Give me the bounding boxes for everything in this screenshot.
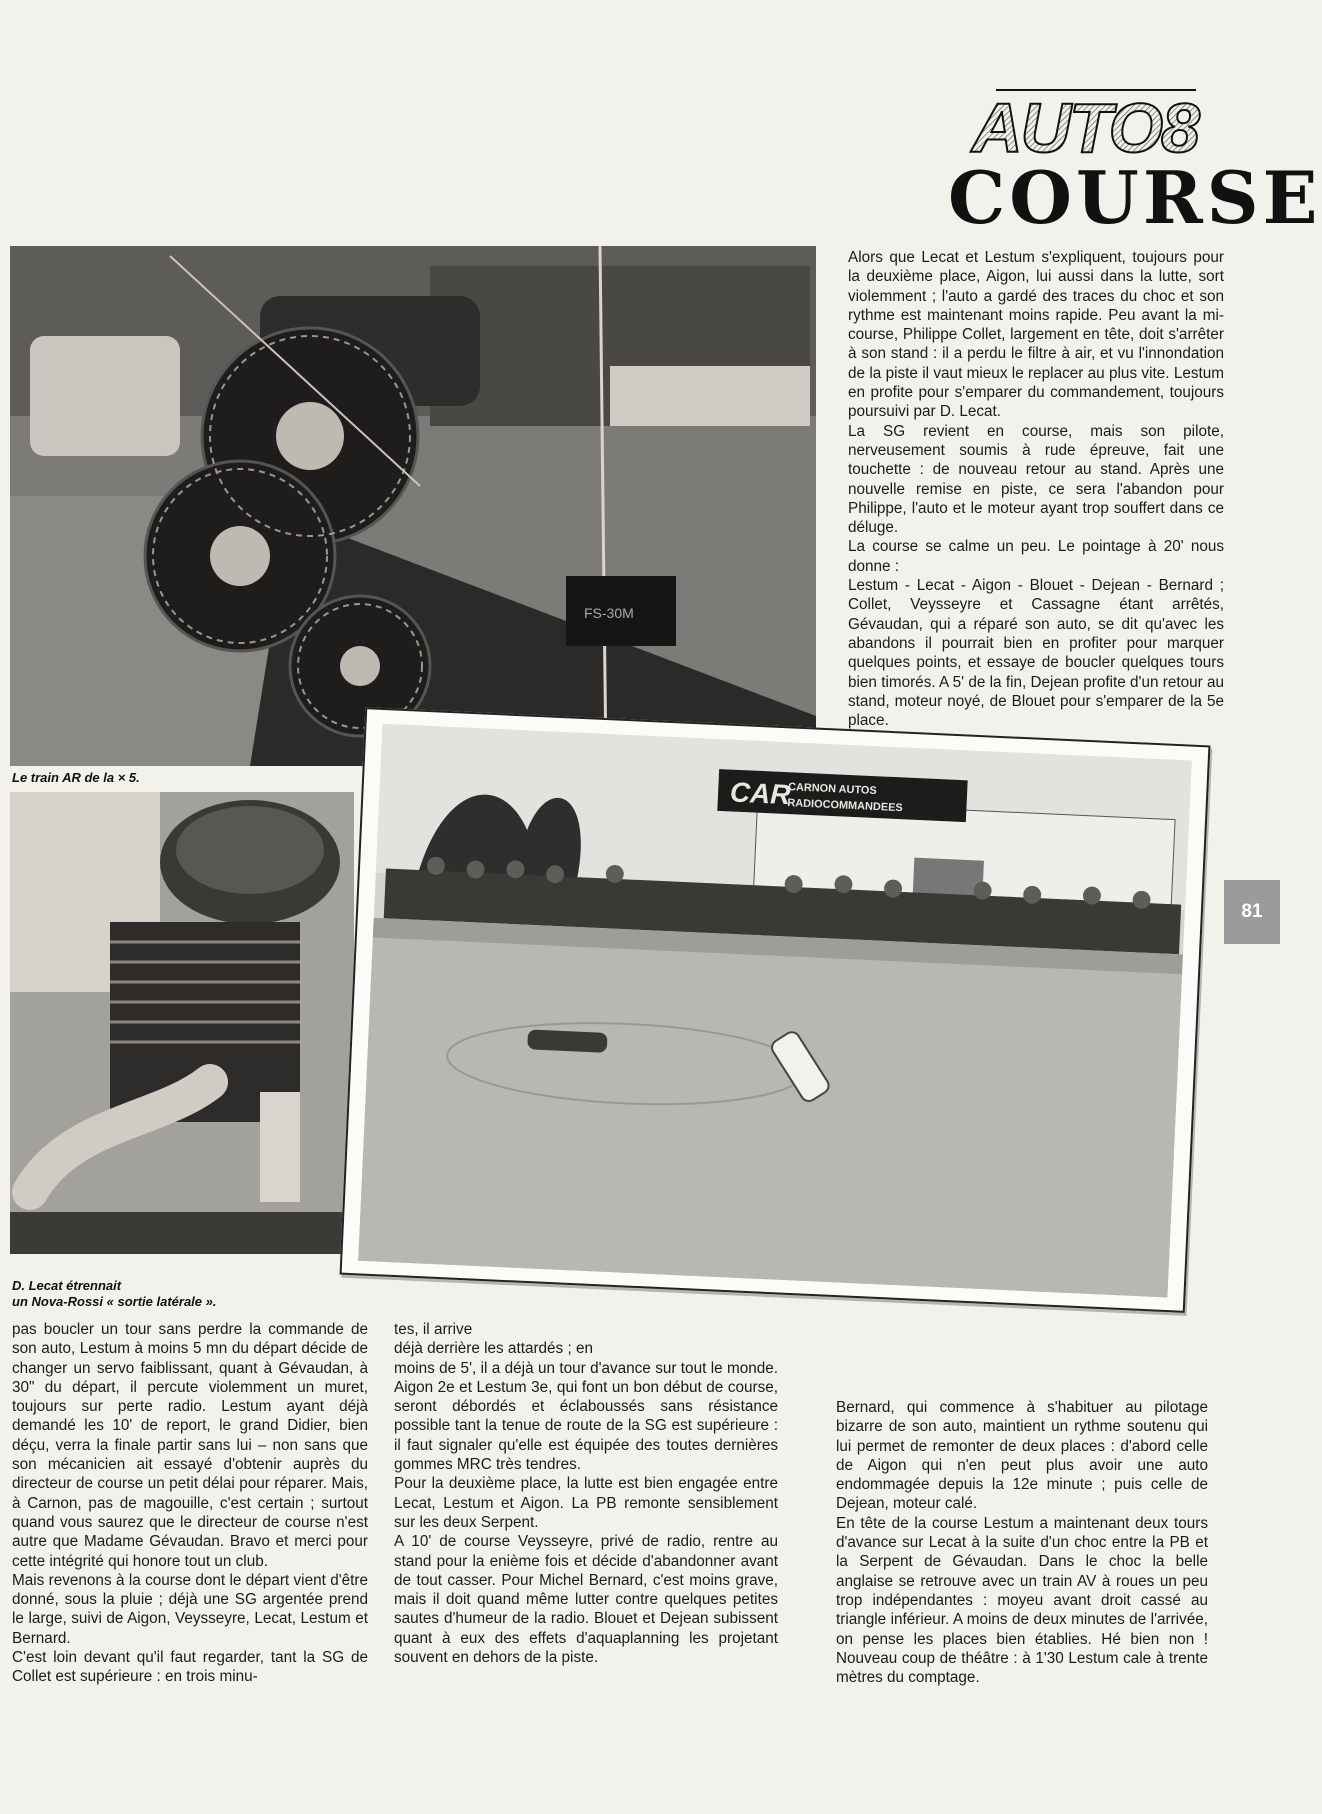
article-paragraph: Alors que Lecat et Lestum s'expliquent, toujours pour la deuxième place, Aigon, lui aussi dans la lutte, sort violemment ; l'auto a gardé des traces du choc et son rythme est maintenant moins rapide. Peu avant la mi-course, Philippe Collet, largement en tête, doit s'arrêter à son stand : il a perdu le filtre à air, et vu l'innondation de la piste il vaut mieux le replacer au plus vite. Lestum en profite pour s'emparer du commandement, toujours poursuivi par D. Lecat. xyxy=(848,249,1224,421)
article-paragraph: déjà derrière les attardés ; en xyxy=(394,1340,593,1358)
article-paragraph: moins de 5', il a déjà un tour d'avance sur tout le monde. Aigon 2e et Lestum 3e, qui font un bon début de course, seront débordés et éclaboussés sans résistance possible tant la tenue de route de la SG est supérieure : il faut signaler qu'elle est équipée des toutes dernières gommes MRC très tendres. xyxy=(394,1359,778,1474)
article-paragraph: La SG revient en course, mais son pilote, nerveusement soumis à rude épreuve, fait une touchette : de nouveau retour au stand. Après une nouvelle remise en piste, ce sera l'abandon pour Philippe, l'auto et le moteur ayant trop souffert dans ce déluge. xyxy=(848,422,1224,537)
svg-text:FS-30M: FS-30M xyxy=(584,605,634,621)
article-paragraph: C'est loin devant qu'il faut regarder, tant la SG de Collet est supérieure : en trois minu- xyxy=(12,1649,368,1686)
svg-text:RADIOCOMMANDEES: RADIOCOMMANDEES xyxy=(787,797,903,815)
svg-text:CAR: CAR xyxy=(729,776,792,811)
page-number: 81 xyxy=(1224,880,1280,944)
engine-caption-line-1: D. Lecat étrennait xyxy=(12,1278,122,1293)
article-paragraph: Mais revenons à la course dont le départ vient d'être donné, sous la pluie ; déjà une SG argentée prend le large, suivi de Aigon, Veysseyre, Lecat, Lestum et Bernard. xyxy=(12,1571,368,1647)
gear-photo-caption: Le train AR de la × 5. xyxy=(12,770,140,785)
engine-caption-line-2: un Nova-Rossi « sortie latérale ». xyxy=(12,1294,217,1309)
gear-photo xyxy=(10,246,816,766)
auto8-logo xyxy=(966,86,1230,166)
race-photo xyxy=(358,724,1191,1296)
engine-photo-caption xyxy=(12,1278,352,1310)
article-column-right-top xyxy=(848,248,1224,730)
article-column-1 xyxy=(12,1320,368,1687)
article-paragraph: Lestum - Lecat - Aigon - Blouet - Dejean - Bernard ; Collet, Veysseyre et Cassagne étant arrêtés, Gévaudan, qui a réparé son auto, se dit qu'avec les abandons il pourrait bien en profiter pour marquer quelques points, et essaye de boucler quelques tours bien timorés. A 5' de la fin, Dejean profite d'un retour au stand, moteur noyé, de Blouet pour s'emparer de la 5e place. xyxy=(848,577,1224,730)
article-paragraph: En tête de la course Lestum a maintenant deux tours d'avance sur Lecat à la suite d'un choc entre la PB et la Serpent de Gévaudan. Dans le choc la belle anglaise se retrouve avec un train AV à roues un peu trop indépendantes : moyeu avant droit cassé au triangle inférieur. A moins de deux minutes de l'arrivée, on pense les places bien établies. Hé bien non ! Nouveau coup de théâtre : à 1'30 Lestum cale à trente mètres du comptage. xyxy=(836,1514,1208,1687)
race-photo-frame xyxy=(340,707,1211,1313)
article-column-2 xyxy=(394,1320,778,1667)
article-paragraph: tes, il arrive xyxy=(394,1321,473,1338)
svg-text:CARNON AUTOS: CARNON AUTOS xyxy=(787,781,877,798)
article-column-3 xyxy=(836,1398,1208,1687)
section-title: COURSE xyxy=(948,155,1322,240)
article-paragraph: Pour la deuxième place, la lutte est bien engagée entre Lecat, Lestum et Aigon. La PB remonte sensiblement sur les deux Serpent. xyxy=(394,1475,778,1531)
article-paragraph: A 10' de course Veysseyre, privé de radio, rentre au stand pour la enième fois et décide d'abandonner avant de tout casser. Pour Michel Bernard, c'est moins grave, mais il doit quand même lutter contre quelques petites sautes d'humeur de la radio. Blouet et Dejean subissent quant à eux des effets d'aquaplanning les projetant souvent en dehors de la piste. xyxy=(394,1533,778,1667)
article-paragraph: La course se calme un peu. Le pointage à 20' nous donne : xyxy=(848,538,1224,575)
svg-text:AUTO8: AUTO8 xyxy=(972,89,1198,167)
auto8-logo-graphic xyxy=(966,86,1230,166)
engine-photo xyxy=(10,792,354,1254)
article-paragraph: pas boucler un tour sans perdre la commande de son auto, Lestum à moins 5 mn du départ décide de changer un servo faiblissant, quant à Gévaudan, à 30" du départ, il percute violemment un muret, toujours sur perte radio. Lestum ayant déjà demandé les 10' de report, le grand Didier, bien déçu, verra la finale partir sans lui – non sans que son mécanicien ait essayé d'obtenir auprès du directeur de course un petit délai pour réparer. Mais, à Carnon, pas de magouille, c'est certain ; surtout quand vous saurez que le directeur de course n'est autre que Madame Gévaudan. Bravo et merci pour cette intégrité qui honore tout un club. xyxy=(12,1321,368,1570)
article-paragraph: Bernard, qui commence à s'habituer au pilotage bizarre de son auto, maintient un rythme soutenu qui lui permet de remonter de deux places : d'abord celle de Aigon qui n'en peut plus avoir une auto endommagée depuis la 12e minute ; puis celle de Dejean, moteur calé. xyxy=(836,1399,1208,1513)
